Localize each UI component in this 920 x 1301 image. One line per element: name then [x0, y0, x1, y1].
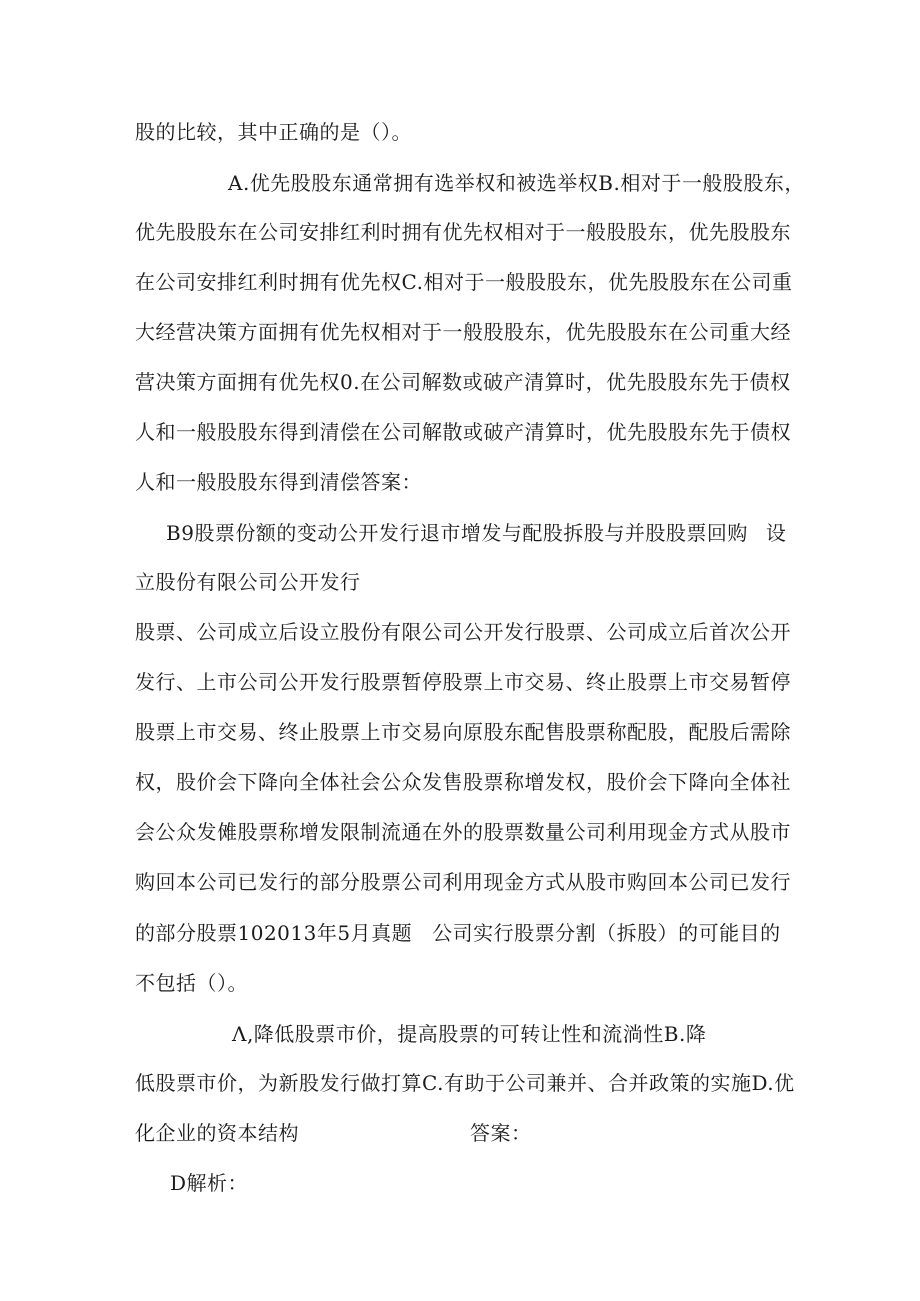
- text-line-17-main: 的部分股票102013年5月真题: [135, 921, 413, 945]
- text-line-22: D解析：: [170, 1171, 249, 1195]
- text-line-5: 大经营决策方面拥有优先权相对于一般股股东，优先股股东在公司重大经: [135, 320, 791, 344]
- answer-label: 答案：: [470, 1121, 532, 1145]
- text-line-10: 立股份有限公司公开发行: [135, 570, 361, 594]
- text-line-17: [135, 920, 781, 946]
- text-line-18: 不包括（）。: [135, 971, 248, 995]
- text-line-12: 发行、上市公司公开发行股票暂停股票上市交易、终止股票上市交易暂停: [135, 670, 791, 694]
- text-line-8: 人和一般股股东得到清偿答案：: [135, 470, 422, 494]
- text-line-1: 股的比较，其中正确的是（）。: [135, 120, 412, 144]
- text-line-4: 在公司安排红利时拥有优先权C.相对于一般股股东，优先股股东在公司重: [135, 270, 793, 294]
- text-line-2: A.优先股股东通常拥有选举权和被选举权B.相对于一般股股东，: [228, 171, 805, 195]
- text-line-7: 人和一般股股东得到清偿在公司解散或破产清算时，优先股股东先于债权: [135, 420, 791, 444]
- text-line-9-main: B9股票份额的变动公开发行退市增发与配股拆股与并股股票回购: [166, 521, 748, 545]
- text-line-6: 营决策方面拥有优先权0.在公司解数或破产清算时，优先股股东先于债权: [135, 370, 791, 394]
- text-line-17-tail: 公司实行股票分割（拆股）的可能目的: [432, 921, 781, 945]
- text-line-19: Λ,降低股票市价，提高股票的可转让性和流淌性B.降: [232, 1022, 707, 1046]
- text-line-16: 购回本公司已发行的部分股票公司利用现金方式从股市购回本公司已发行: [135, 870, 791, 894]
- text-line-9: [166, 520, 786, 546]
- text-line-13: 股票上市交易、终止股票上市交易向原股东配售股票称配股，配股后需除: [135, 720, 791, 744]
- text-line-14: 权，股价会下降向全体社会公众发售股票称增发权，股价会下降向全体社: [135, 770, 791, 794]
- text-line-11: 股票、公司成立后设立股份有限公司公开发行股票、公司成立后首次公开: [135, 620, 791, 644]
- text-line-3: 优先股股东在公司安排红利时拥有优先权相对于一般股股东，优先股股东: [135, 220, 791, 244]
- text-line-15: 会公众发傩股票称增发限制流通在外的股票数量公司利用现金方式从股市: [135, 820, 791, 844]
- text-line-20: 低股票市价，为新股发行做打算C.有助于公司兼并、合并政策的实施D.优: [135, 1071, 795, 1095]
- text-line-21: 化企业的资本结构: [135, 1121, 299, 1145]
- text-line-9-tail: 设: [765, 521, 787, 545]
